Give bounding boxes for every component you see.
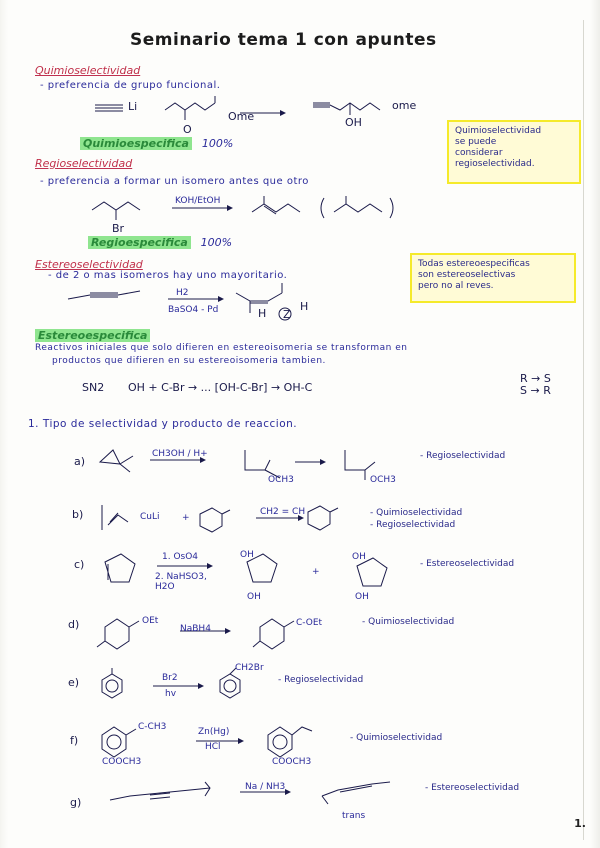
page-number: 1.: [574, 817, 586, 830]
item-f-ester-right: COOCH3: [272, 757, 312, 767]
h2-reagent: H2: [176, 288, 189, 298]
organolithium-label: Li: [128, 100, 138, 113]
item-d-label: d): [68, 618, 80, 631]
carbonyl-o-label: O: [183, 123, 192, 136]
item-c-plus: +: [312, 567, 320, 577]
item-b-label: b): [72, 508, 84, 521]
item-f-ketone: C-CH3: [138, 722, 167, 732]
item-e-scheme: [98, 666, 298, 706]
note-quimioselectividad: Quimioselectividad se puede considerar regioselectividad.: [447, 120, 581, 184]
page-title: Seminario tema 1 con apuntes: [130, 30, 437, 50]
hydroxyl-label: OH: [345, 116, 362, 129]
note-estereoespecificas: Todas estereoespecificas son estereoselectivas pero no al reves.: [410, 253, 576, 303]
item-c-oh-2: OH: [247, 592, 261, 602]
item-c-oh-1: OH: [240, 550, 254, 560]
item-c-reagent-1: 1. OsO4: [162, 552, 199, 562]
item-a-label: a): [74, 455, 86, 468]
item-c-classification: - Estereoselectividad: [420, 559, 515, 569]
item-f-reagent-1: Zn(Hg): [198, 727, 230, 737]
z-isomer-label: Z: [283, 308, 291, 321]
regioespecifica-label: Regioespecifica 100%: [88, 236, 232, 249]
bromide-label: Br: [112, 222, 125, 235]
quimio-reaction-scheme: [95, 95, 435, 135]
item-a-classification: - Regioselectividad: [420, 451, 506, 461]
item-d-classification: - Quimioselectividad: [362, 617, 455, 627]
sn2-label: SN2: [82, 381, 105, 394]
item-e-reagent-2: hv: [165, 689, 177, 699]
estereoesp-line2: productos que difieren en su estereoisomeria tambien.: [52, 356, 326, 366]
item-a-scheme: [95, 440, 395, 490]
sn2-mechanism: OH + C-Br → ... [OH-C-Br] → OH-C: [128, 381, 313, 394]
regio-reaction-scheme: [92, 192, 412, 227]
quimioespecifica-label: Quimioespecifica 100%: [80, 137, 233, 150]
item-c-oh-4: OH: [355, 592, 369, 602]
hydrogen-left-label: H: [258, 307, 267, 320]
estereoesp-line1: Reactivos iniciales que solo difieren en estereoisomeria se transforman en: [35, 343, 408, 353]
item-c-label: c): [74, 558, 85, 571]
regio-reagent: KOH/EtOH: [175, 196, 221, 206]
regio-description: - preferencia a formar un isomero antes que otro: [40, 176, 309, 187]
item-g-reagent: Na / NH3: [245, 782, 286, 792]
quimio-description: - preferencia de grupo funcional.: [40, 80, 221, 91]
item-b-reagent: CH2 = CH: [260, 507, 306, 517]
page-margin-line: [583, 20, 584, 840]
quimio-heading: Quimioselectividad: [35, 64, 141, 77]
item-e-product-text: CH2Br: [235, 663, 264, 673]
item-b-classification-2: - Regioselectividad: [370, 520, 456, 530]
ester-group-left: Ome: [228, 110, 255, 123]
item-b-cuprate: CuLi: [140, 512, 160, 522]
item-d-ester-right: C-OEt: [296, 618, 323, 628]
r-to-s: R → S: [520, 372, 551, 385]
item-b-plus: +: [182, 513, 190, 523]
item-a-product-1-text: OCH3: [268, 475, 294, 485]
item-f-classification: - Quimioselectividad: [350, 733, 443, 743]
estereo-description: - de 2 o mas isomeros hay uno mayoritario.: [48, 270, 288, 281]
hydrogen-right-label: H: [300, 300, 309, 313]
item-e-label: e): [68, 676, 80, 689]
estereo-heading: Estereoselectividad: [35, 258, 143, 271]
item-g-classification: - Estereoselectividad: [425, 783, 520, 793]
exercise-heading: 1. Tipo de selectividad y producto de reaccion.: [28, 418, 298, 430]
lindlar-catalyst: BaSO4 - Pd: [168, 305, 219, 315]
item-a-product-2-text: OCH3: [370, 475, 396, 485]
item-d-ester-left: OEt: [142, 616, 159, 626]
item-c-reagent-2: 2. NaHSO3, H2O: [155, 572, 207, 592]
s-to-r: S → R: [520, 384, 551, 397]
item-f-reagent-2: HCl: [205, 742, 221, 752]
ester-group-right: ome: [392, 99, 417, 112]
estereoespecifica-heading: Estereoespecifica: [35, 329, 150, 342]
item-d-reagent: NaBH4: [180, 624, 211, 634]
regio-heading: Regioselectividad: [35, 157, 133, 170]
item-f-ester-left: COOCH3: [102, 757, 142, 767]
item-e-classification: - Regioselectividad: [278, 675, 364, 685]
item-f-label: f): [70, 734, 79, 747]
item-g-label: g): [70, 796, 82, 809]
item-b-classification-1: - Quimioselectividad: [370, 508, 463, 518]
item-a-reagent: CH3OH / H+: [152, 449, 208, 459]
item-g-product-text: trans: [342, 811, 366, 821]
item-e-reagent-1: Br2: [162, 673, 178, 683]
item-d-scheme: [95, 605, 395, 660]
item-c-oh-3: OH: [352, 552, 366, 562]
